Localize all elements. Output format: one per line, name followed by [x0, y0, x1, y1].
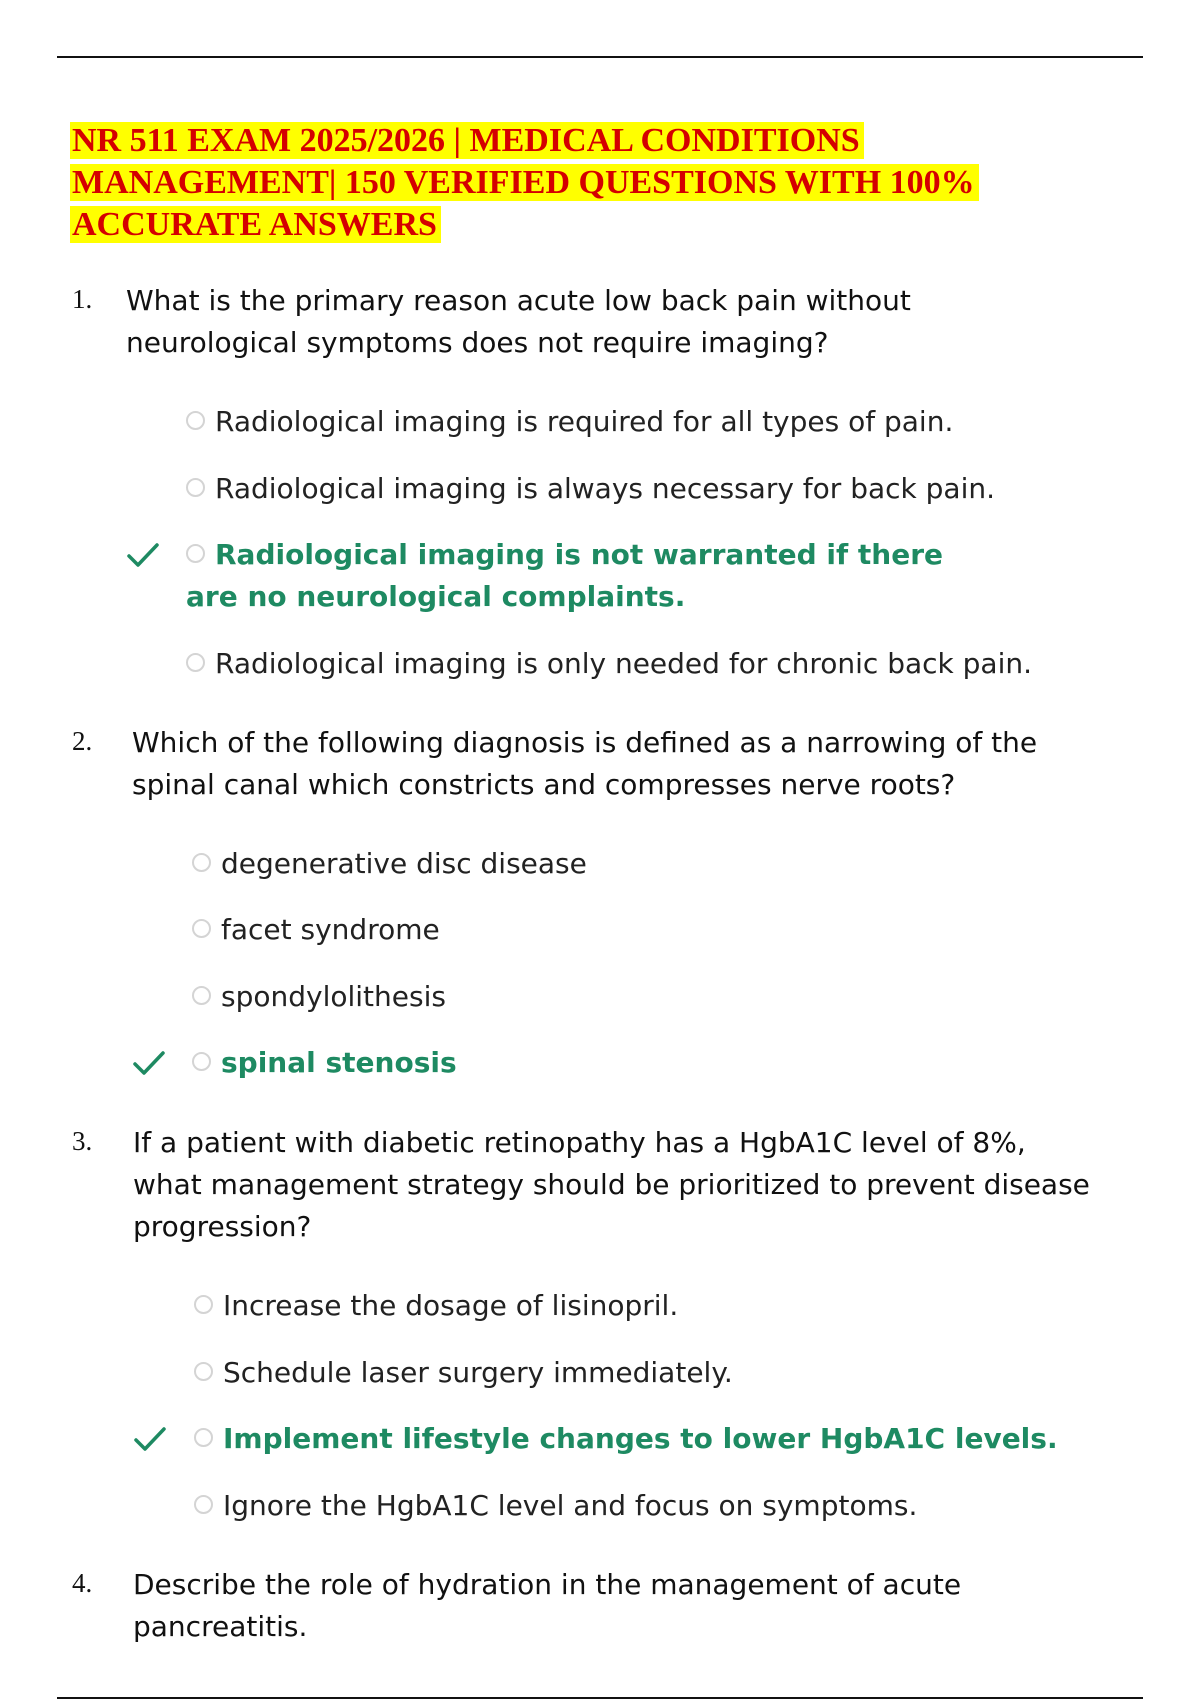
question-text: What is the primary reason acute low back pain without neurological symptoms does not require imaging? — [126, 284, 911, 359]
radio-icon[interactable] — [186, 478, 205, 497]
question-number: 3. — [72, 1126, 93, 1156]
option-label: Schedule laser surgery immediately. — [223, 1356, 733, 1389]
option-label: Increase the dosage of lisinopril. — [223, 1289, 679, 1322]
question-text: If a patient with diabetic retinopathy has a HgbA1C level of 8%, what management strategy should be prioritized to prevent disease progression? — [133, 1126, 1090, 1243]
option-label: Radiological imaging is only needed for chronic back pain. — [215, 647, 1033, 680]
radio-icon[interactable] — [186, 544, 205, 563]
radio-icon[interactable] — [194, 1428, 213, 1447]
option-label: facet syndrome — [221, 913, 440, 946]
radio-icon[interactable] — [192, 986, 211, 1005]
radio-icon[interactable] — [194, 1495, 213, 1514]
title-line-2: MANAGEMENT| 150 VERIFIED QUESTIONS WITH 100% — [70, 164, 979, 201]
option-label: Radiological imaging is required for all types of pain. — [215, 405, 954, 438]
answer-option[interactable] — [194, 1352, 733, 1394]
option-label: Implement lifestyle changes to lower HgbA1C levels. — [223, 1422, 1058, 1455]
answer-option[interactable] — [186, 643, 1032, 685]
answer-option[interactable] — [192, 976, 446, 1018]
option-label: Ignore the HgbA1C level and focus on symptoms. — [223, 1489, 918, 1522]
option-label: Radiological imaging is not warranted if there are no neurological complaints. — [186, 538, 943, 613]
answer-option[interactable] — [192, 843, 587, 885]
document-title — [70, 120, 1070, 246]
radio-icon[interactable] — [192, 919, 211, 938]
correct-check-icon — [132, 1046, 166, 1080]
radio-icon[interactable] — [192, 1052, 211, 1071]
answer-option[interactable] — [192, 909, 440, 951]
bottom-rule — [57, 1697, 1143, 1699]
answer-option-correct[interactable] — [192, 1042, 457, 1084]
radio-icon[interactable] — [194, 1295, 213, 1314]
option-label: spondylolithesis — [221, 980, 446, 1013]
option-label: Radiological imaging is always necessary for back pain. — [215, 472, 995, 505]
answer-option[interactable] — [186, 401, 953, 443]
option-label: degenerative disc disease — [221, 847, 587, 880]
title-line-1: NR 511 EXAM 2025/2026 | MEDICAL CONDITIONS — [70, 122, 864, 159]
option-label: spinal stenosis — [221, 1046, 457, 1079]
question-text: Which of the following diagnosis is defined as a narrowing of the spinal canal which constricts and compresses nerve roots? — [132, 726, 1038, 801]
correct-check-icon — [133, 1422, 167, 1456]
radio-icon[interactable] — [194, 1362, 213, 1381]
question-number: 4. — [72, 1568, 93, 1598]
radio-icon[interactable] — [192, 853, 211, 872]
radio-icon[interactable] — [186, 653, 205, 672]
top-rule — [57, 56, 1143, 58]
correct-check-icon — [126, 538, 160, 572]
answer-option[interactable] — [186, 468, 995, 510]
radio-icon[interactable] — [186, 411, 205, 430]
answer-option[interactable] — [194, 1285, 678, 1327]
answer-option-correct[interactable] — [186, 534, 986, 618]
question-number: 2. — [72, 726, 93, 756]
answer-option-correct[interactable] — [194, 1418, 1058, 1460]
answer-option[interactable] — [194, 1485, 917, 1527]
question-text: Describe the role of hydration in the management of acute pancreatitis. — [133, 1568, 962, 1643]
question-number: 1. — [72, 284, 93, 314]
title-line-3: ACCURATE ANSWERS — [70, 206, 441, 243]
